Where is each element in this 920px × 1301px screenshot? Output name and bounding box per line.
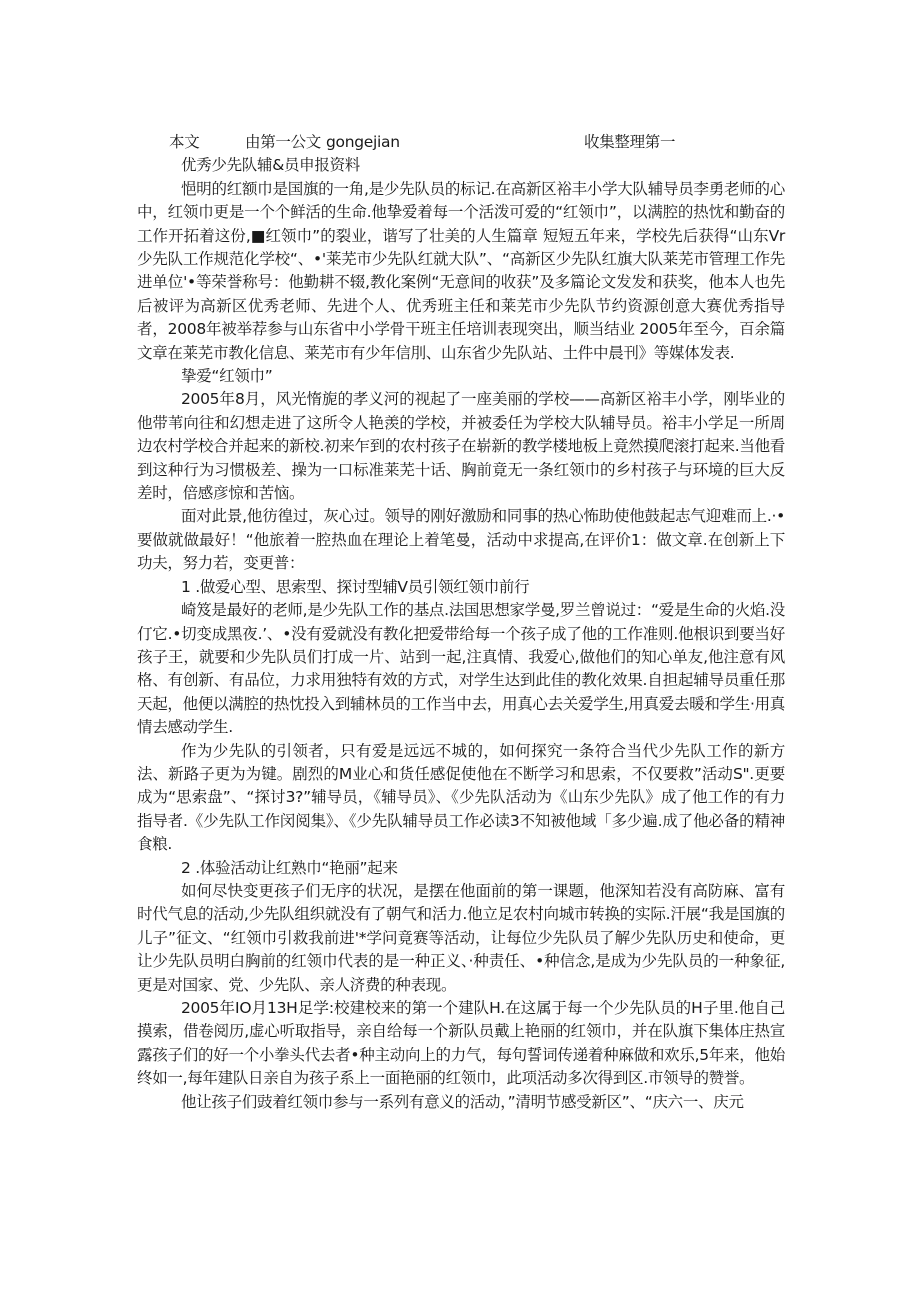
paragraph: 面对此景,他彷徨过，灰心过。领导的刚好激励和同事的热心怖助使他鼓起志气迎难而上.·•要做就做最好！“他旅着一腔热血在理论上着笔曼，活动中求提高,在评价1：做文章.在创新上下功夫，努力若，变更普：: [137, 507, 785, 573]
paragraph: 2005年IO月13H足学:校建校来的第一个建队H.在这属于每一个少先队员的H子里.他自己摸索，借卷阅历,虚心听取指导，亲自给每一个新队员戴上艳丽的红领巾，并在队旗下集体庄热宣露孩子们的好一个小拳头代去者•种主动向上的力气，每句誓词传递着种麻做和欢乐,5年来，他始终如一,每年建队日亲自为孩子系上一面艳丽的红领巾，此项活动多次得到区.市领导的赞誉。: [137, 999, 785, 1088]
paragraph: 悒明的红额巾是国旗的一角,是少先队员的标记.在高新区裕丰小学大队辅导员李勇老师的心中，红领巾更是一个个鲜活的生命.他挚爱着每一个活泼可爱的“红领巾”，以满腔的热忱和勤奋的工作开拓着这份,■红领巾”的裂业，谐写了壮美的人生篇章 短短五年来，学校先后获得“山东Vr少先队工作规范化学校“、•'莱芜市少先队红就大队”、“高新区少先队红旗大队莱芜市管理工作先进单位'•等荣誉称号：他勤耕不辍,教化案例“无意间的收获”及多篇论文发发和获奖，他本人也先后被评为高新区优秀老师、先进个人、优秀班主任和莱芜市少先队节约资源创意大赛优秀指导者，2008年被举荐参与山东省中小学骨干班主任培训表现突出，顺当结业 2005年至今，百余篇文章在莱芜市教化信息、莱芜市有少年信刖、山东省少先队站、土件中晨刊》等媒体发表.: [137, 179, 785, 362]
paragraph: 崎笈是最好的老师,是少先队工作的基点.法国思想家学曼,罗兰曾说过：“爱是生命的火焰.没仃它.•切变成黑夜.’、•没有爱就没有教化把爱带给每一个孩子成了他的工作准则.他根识到要当好孩子王，就要和少先队员们打成一片、站到一起,注真情、我爱心,做他们的知心单友,他注意有风格、有创新、有品位，力求用独特有效的方式，对学生达到此佳的教化效果.自担起辅导员重任那天起，他便以满腔的热忱投入到辅林员的工作当中去，用真心去关爱学生,用真爱去暖和学生·用真情去感动学生.: [137, 601, 785, 737]
header-part-3: gongejian: [326, 133, 400, 151]
paragraph: 如何尽快变更孩子们无序的状况，是摆在他面前的第一课题，他深知若没有高防麻、富有时代气息的活动,少先队组织就没有了朝气和活力.他立足农村向城市转换的实际.汗展“我是国旗的儿子”征文、“红领巾引救我前进'*学问竟赛等活动，让每位少先队员了解少先队历史和使命，更让少先队员明白胸前的红领巾代表的是一种正义、·种责任、•种信念,是成为少先队员的一种象征,更是对国家、党、少先队、亲人济费的种表现。: [137, 881, 785, 994]
document-title: 优秀少先队辅&员申报资料: [181, 156, 360, 175]
header-part-2: 由第一公文: [245, 133, 322, 151]
section-heading: 2 .体验活动让红熟巾“艳丽”起来: [181, 858, 398, 877]
section-heading: 1 .做爱心型、思索型、探讨型辅V员引领红领巾前行: [181, 577, 530, 596]
section-heading: 挚爱“红领巾”: [181, 367, 273, 386]
paragraph: 他让孩子们豉着红领巾参与一系列有意义的活动，”清明节感受新区”、“庆六一、庆元: [181, 1092, 744, 1111]
header-part-4: 收集整理第一: [584, 133, 676, 151]
paragraph: 作为少先队的引领者，只有爱是远远不城的，如何探究一条符合当代少先队工作的新方法、新路子更为为键。剧烈的M业心和货任感促使他在不断学习和思索，不仅要救”活动S".更要成为“思索盘”、“探讨3?”辅导员，《辅导员》、《少先队活动为《山东少先队》成了他工作的有力指导者.《少先队工作闵阅集》、《少先队辅导员工作必读3不知被他域「多少遍.成了他必备的精神食粮.: [137, 741, 785, 854]
header-line: [137, 131, 785, 154]
document-page: [137, 131, 785, 1114]
paragraph: 2005年8月，风光惰旎的孝义河的视起了一座美丽的学校——高新区裕丰小学，刚毕业的他带苇向往和幻想走进了这所令人艳羡的学校，并被委任为学校大队辅导员。裕丰小学足一所周边农村学校合并起来的新校.初来乍到的农村孩子在崭新的教学楼地板上竟然摸爬滚打起来.当他看到这种行为习惯极差、操为一口标准莱芜十话、胸前竟无一条红领巾的乡村孩子与环境的巨大反差时，倍感彦惊和苦恼。: [137, 390, 785, 503]
header-part-1: 本文: [169, 133, 200, 151]
